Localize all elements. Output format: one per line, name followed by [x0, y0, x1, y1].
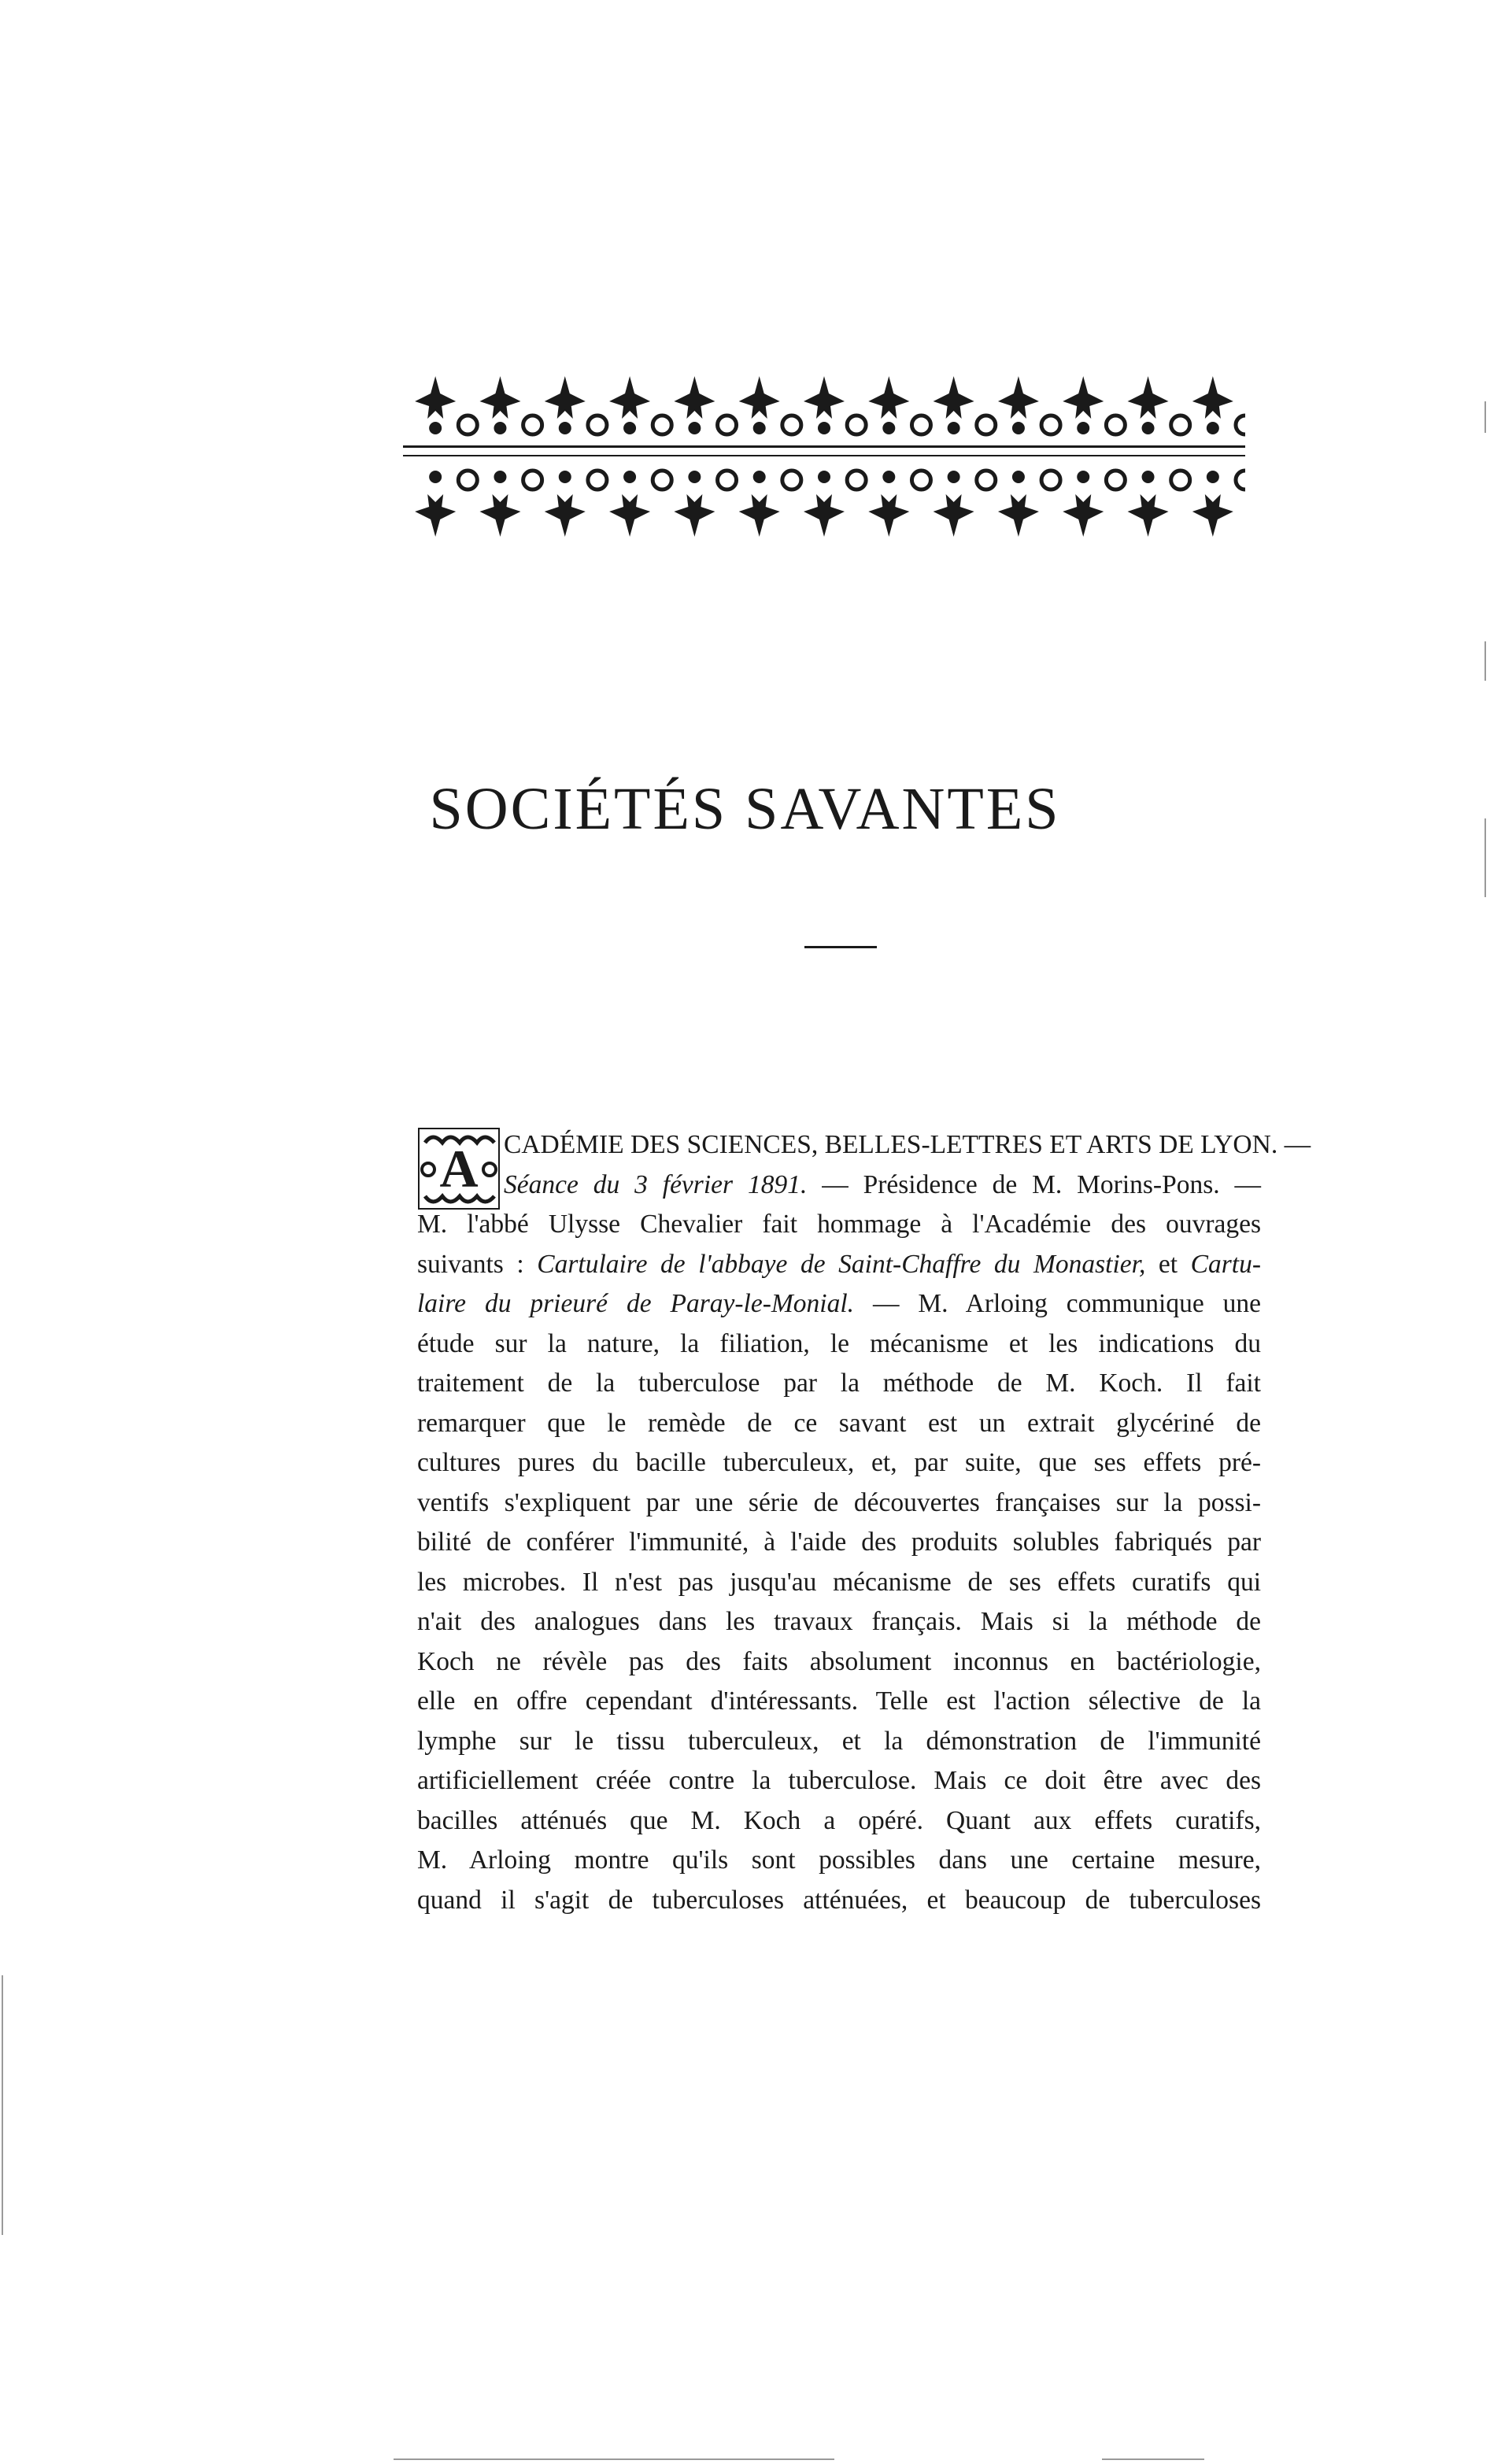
text-line-17: artificiellement créée contre la tuberculose. Mais ce doit être avec des [417, 1766, 1261, 1795]
text-line-5: laire du prieuré de Paray-le-Monial. — M. Arloing communique une [417, 1289, 1261, 1318]
text-line-6: étude sur la nature, la filiation, le mécanisme et les indications du [417, 1328, 1261, 1358]
text-line-19: M. Arloing montre qu'ils sont possibles dans une certaine mesure, [417, 1845, 1261, 1875]
text-line-7: traitement de la tuberculose par la méthode de M. Koch. Il fait [417, 1369, 1261, 1398]
ornamental-header-band [403, 370, 1245, 543]
text-line-1: CADÉMIE DES SCIENCES, BELLES-LETTRES ET ARTS DE LYON. — [504, 1130, 1311, 1159]
text-line-9: cultures pures du bacille tuberculeux, et, par suite, que ses effets pré- [417, 1448, 1261, 1477]
text-line-11: bilité de conférer l'immunité, à l'aide des produits solubles fabriqués par [417, 1528, 1261, 1557]
text-line-14: Koch ne révèle pas des faits absolument inconnus en bactériologie, [417, 1646, 1261, 1676]
scan-edge-mark [1484, 818, 1486, 897]
article-body [417, 1125, 1311, 1920]
fleuron-ornament-icon [403, 370, 1245, 543]
text-line-20: quand il s'agit de tuberculoses atténuées, et beaucoup de tuberculoses [417, 1885, 1261, 1915]
text-line-13: n'ait des analogues dans les travaux français. Mais si la méthode de [417, 1607, 1261, 1636]
text-line-3: M. l'abbé Ulysse Chevalier fait hommage à l'Académie des ouvrages [417, 1210, 1261, 1239]
text-line-15: elle en offre cependant d'intéressants. Telle est l'action sélective de la [417, 1686, 1261, 1716]
scan-bottom-rule [1102, 2458, 1204, 2460]
scan-edge-mark [2, 1975, 3, 2235]
title-divider [804, 946, 877, 948]
text-line-16: lymphe sur le tissu tuberculeux, et la démonstration de l'immunité [417, 1726, 1261, 1756]
page-title: SOCIÉTÉS SAVANTES [429, 776, 1061, 842]
text-line-10: ventifs s'expliquent par une série de découvertes françaises sur la possi- [417, 1487, 1261, 1517]
text-line-8: remarquer que le remède de ce savant est un extrait glycériné de [417, 1408, 1261, 1438]
text-line-4: suivants : Cartulaire de l'abbaye de Saint-Chaffre du Monastier, et Cartu- [417, 1249, 1261, 1279]
scan-edge-mark [1484, 641, 1486, 681]
dropcap-letter: A [439, 1139, 479, 1199]
text-line-2: Séance du 3 février 1891. — Présidence de M. Morins-Pons. — [504, 1169, 1262, 1199]
text-line-12: les microbes. Il n'est pas jusqu'au mécanisme de ses effets curatifs qui [417, 1567, 1261, 1597]
scan-edge-mark [1484, 401, 1486, 433]
scan-bottom-rule [394, 2458, 834, 2460]
text-line-18: bacilles atténués que M. Koch a opéré. Quant aux effets curatifs, [417, 1805, 1261, 1835]
